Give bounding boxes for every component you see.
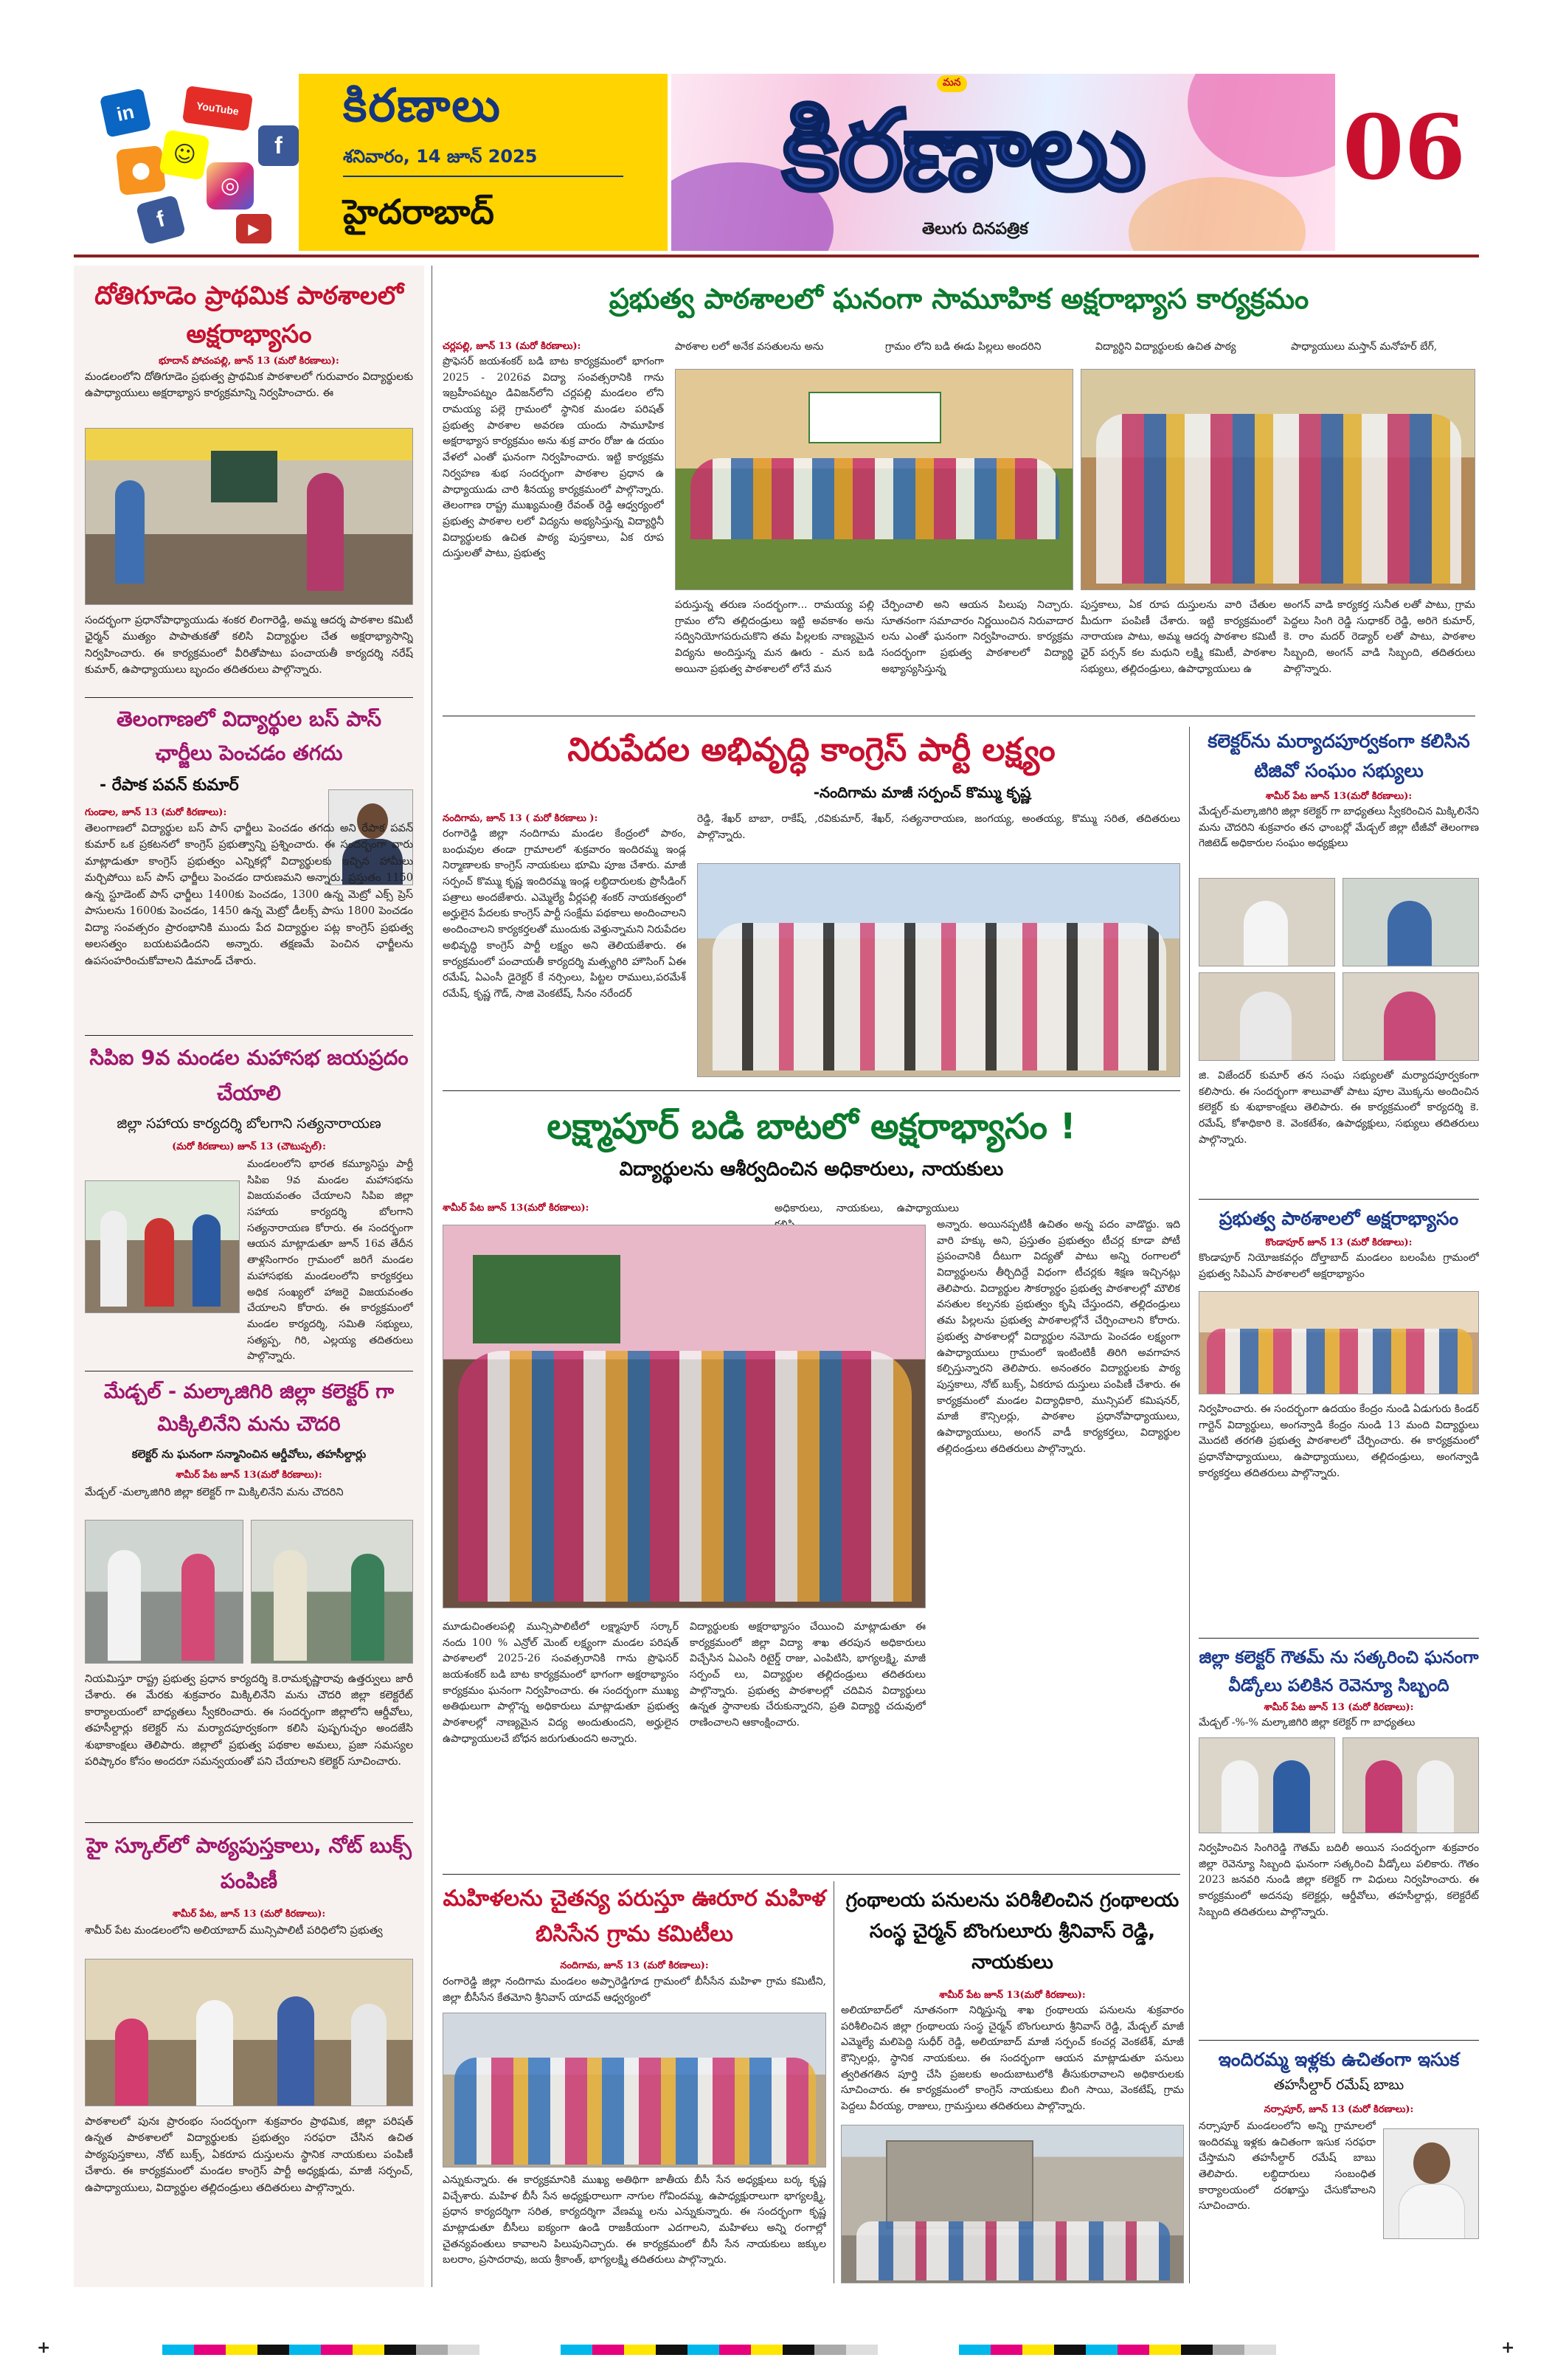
top-story-col2-top: పాఠశాల లలో అనేక వసతులను అను (675, 341, 824, 353)
page-number: 06 (1343, 96, 1466, 200)
social-media-collage (74, 81, 299, 243)
lakshmapur-dateline (443, 1201, 775, 1216)
lakshmapur-bottom-left: మూడుచింతలపల్లి మున్సిపాలిటీలో లక్ష్మాపూర్ సర్కార్ నందు 100 % ఎన్రోల్ మెంట్ లక్ష్యంగా మండల పరిషత్ పాఠశాలలో 2025-26 సంవత్సరానికి గాను ప్రొఫెసర్ జయశంకర్ బడి బాట కార్యక్రమంలో భాగంగా అక్షరాభ్యాసం కార్యక్రమం ఘనంగా నిర్వహించారు. ఈ సందర్భంగా ముఖ్య అతిథులుగా పాల్గొన్న అధికారులు మాట్లాడుతూ ప్రభుత్వ పాఠశాలల్లో నాణ్యమైన విద్య అందుతుందని, అర్హులైన ఉపాధ్యాయులచే బోధన జరుగుతుందని అన్నారు. (443, 1621, 679, 1745)
women-photo-crowd (454, 2058, 816, 2165)
linkedin-icon: in (100, 88, 151, 137)
a3-dateline (85, 1140, 413, 1155)
logo-block (671, 74, 1335, 251)
a1-photo-figure-2 (307, 473, 344, 591)
r3-dateline-text: శామీర్ పేట జూన్ 13 (మరో కిరణాలు): (1264, 1702, 1414, 1713)
lakshmapur-bottom-mid: విద్యార్థులకు అక్షరాభ్యాసం చేయించి మాట్లాడుతూ ఈ కార్యక్రమంలో జిల్లా విద్యా శాఖ తరపున అధికారులు విచ్చేసిన ఏఎంసి రిటైర్డ్ రాజు, ఎంపిటిసి, భాగ్యలక్ష్మి, మాజీ సర్పంచ్ లు, విద్యార్థుల తల్లిదండ్రులు తదితరులు పాల్గొన్నారు. ప్రభుత్వ పాఠశాలల్లో చదివిన విద్యార్థులు ఉన్నత స్థానాలకు చేరుకున్నారని, ప్రతి విద్యార్థి చదువులో రాణించాలని ఆకాంక్షించారు. (690, 1621, 926, 1729)
a5-photo (85, 1959, 413, 2106)
r2-dateline-text: కొండాపూర్ జూన్ 13 (మరో కిరణాలు): (1265, 1237, 1413, 1248)
print-registration-bar (0, 2339, 1552, 2361)
congress-headline: నిరుపేదల అభివృద్ధి కాంగ్రెస్ పార్టీ లక్ష్యం (567, 731, 1056, 769)
a5-headline: హై స్కూల్‌లో పాఠ్యపుస్తకాలు, నోట్ బుక్స్ పంపిణీ (86, 1833, 412, 1893)
decor-swirl-2 (1188, 74, 1335, 177)
top-story-under-col5: అంగన్ వాడి కార్యకర్త సునీత లతో పాటు, గ్రామ పెద్దలు సింగి రెడ్డి సుధాకర్ రెడ్డి, అరిగె కుమార్, కె. రాం మదర్ రెడ్యార్ లతో పాటు, పాఠశాల సిబ్బంది, అంగన్ వాడి సిబ్బంది, తదితరులు పాల్గొన్నారు. (1283, 599, 1475, 675)
top-story-col3-top: గ్రామం లోని బడి ఈడు పిల్లలు అందరిని (885, 341, 1042, 353)
a1-photo (85, 428, 413, 605)
r3-rule (1199, 2040, 1479, 2041)
r3-photo-2-figure-2 (1417, 1760, 1454, 1833)
r4-body: నర్సాపూర్ మండలంలోని అన్ని గ్రామాలలో ఇందిరమ్మ ఇళ్లకు ఉచితంగా ఇసుక సరఫరా చేస్తామని తహసీల్దార్ రమేష్ బాబు తెలిపారు. లబ్ధిదారులు సంబంధిత కార్యాలయంలో దరఖాస్తు చేసుకోవాలని సూచించారు. (1199, 2120, 1376, 2213)
r2-photo (1199, 1291, 1479, 1394)
top-story-under-col4: పుస్తకాలు, ఏక రూప దుస్తులను వారి చేతుల మీదుగా పంపిణీ చేశారు. ఇట్టి కార్యక్రమంలో నారాయణ పాటు, అమ్మ ఆదర్శ పాఠశాల కమిటీ ఛైర్ పర్సన్ కల మధుని లక్ష్మి కమిటీ, పాఠశాల సభ్యులు, తల్లిదండ్రులు, ఉపాధ్యాయులు ఉ (1081, 599, 1276, 675)
a2-body: తెలంగాణలో విద్యార్థుల బస్ పాస్ ఛార్జీలు పెంచడం తగదు అని రేపాక పవన్ కుమార్ ఒక ప్రకటనలో కాంగ్రెస్ ప్రభుత్వాన్ని ప్రశ్నించారు. ఈ సందర్భంగా వారు మాట్లాడుతూ కాంగ్రెస్ ప్రభుత్వం ఎన్నికల్లో విద్యార్థులకు ఇచ్చిన హామీలు మర్చిపోయి బస్ పాస్ ఛార్జీలు పెంచడం దారుణమని అన్నారు. ప్రస్తుతం 1150 ఉన్న స్టూడెంట్ పాస్ ఛార్జీలు 1400కు పెంచడం, 1300 ఉన్న మెట్రో ఎక్స్ ప్రెస్ పాసులను 1600కు పెంచడం, 1450 ఉన్న మెట్రో డీలక్స్ పాసు 1800 పెంచడం విద్యా సంవత్సరం ప్రారంభానికి ముందు పేద విద్యార్థుల పట్ల కాంగ్రెస్ ప్రభుత్వ అలసత్వం బయటపడిందని అన్నారు. తక్షణమే పెంచిన ఛార్జీలను ఉపసంహరించుకోవాలని డిమాండ్ చేశారు. (85, 823, 413, 967)
a4-dateline (85, 1468, 413, 1483)
r1-photo-1 (1199, 878, 1335, 966)
a4-photo-right-figure-2 (351, 1554, 384, 1661)
r3-photo-1-figure-2 (1273, 1760, 1310, 1833)
women-headline: మహిళలను చైతన్య పరుస్తూ ఊరూర మహిళ బిసిసేన గ్రామ కమిటీలు (443, 1886, 826, 1947)
crosshair-right: + (1501, 2339, 1515, 2357)
congress-rule (443, 1090, 1180, 1091)
top-story-dateline (443, 339, 664, 354)
a4-photo-left (85, 1520, 243, 1664)
r4-byline: తహసీల్దార్ రమేష్ బాబు (1273, 2077, 1404, 2093)
a2-rule (85, 1035, 413, 1036)
a3-photo-figure-2 (145, 1218, 174, 1307)
lakshmapur-lead: అధికారులు, నాయకులు, ఉపాధ్యాయులు (775, 1203, 959, 1214)
date-underline (343, 176, 623, 177)
a1-photo-figure (115, 480, 145, 584)
lakshmapur-dateline-text: శామీర్ పేట జూన్ 13(మరో కిరణాలు): (443, 1203, 589, 1214)
a5-dateline-text: శామీర్ పేట, జూన్ 13 (మరో కిరణాలు): (172, 1909, 326, 1920)
r3-photo-1 (1199, 1737, 1335, 1833)
top-story-col5-top: పాధ్యాయులు మస్తాన్ మనోహర్ బేగ్, (1291, 341, 1438, 353)
r1-photo-3-figure (1240, 992, 1292, 1061)
a2-byline: - రేపాక పవన్ కుమార్ (100, 776, 239, 795)
top-story-dateline-text: చర్లపల్లి, జూన్ 13 (మరో కిరణాలు): (443, 341, 581, 352)
a3-body: మండలంలోని భారత కమ్యూనిస్టు పార్టీ సిపిఐ 9వ మండల మహాసభను విజయవంతం చేయాలని సిపిఐ జిల్లా సహాయ కార్యదర్శి బోలగాని సత్యనారాయణ కోరారు. ఈ సందర్భంగా ఆయన మాట్లాడుతూ జూన్ 16వ తేదీన తాళ్లసింగారం గ్రామంలో జరిగే మండల మహాసభకు మండలంలోని కార్యకర్తలు అధిక సంఖ్యలో హాజరై విజయవంతం చేయాలని కోరారు. ఈ కార్యక్రమంలో మండల కార్యదర్శి, సమితి సభ్యులు, సత్యప్ప, గిరి, ఎల్లయ్య తదితరులు పాల్గొన్నారు. (247, 1158, 413, 1363)
a3-photo-figure-3 (193, 1214, 221, 1307)
library-photo-building (886, 2140, 1033, 2229)
women-body: ఎన్నుకున్నారు. ఈ కార్యక్రమానికి ముఖ్య అతిథిగా జాతీయ బీసీ సేన అధ్యక్షులు బర్క కృష్ణ విచ్చేశారు. మహిళ బీసీ సేన అధ్యక్షురాలుగా నాగుల గోవిందమ్మ, ఉపాధ్యక్షురాలుగా భాగ్యలక్ష్మి, ప్రధాన కార్యదర్శిగా సరిత, కార్యదర్శిగా వేణమ్మ లను ఎన్నుకున్నారు. ఈ సందర్భంగా కృష్ణ మాట్లాడుతూ బీసీలు ఐక్యంగా ఉండి రాజకీయంగా ఎదగాలని, మహిళలు అన్ని రంగాల్లో చైతన్యవంతులు కావాలని పిలుపునిచ్చారు. ఈ కార్యక్రమంలో బీసీ సేన నాయకులు జక్కుల బలరాం, ప్రసాదరావు, జయ శ్రీకాంత్, భాగ్యలక్ష్మి తదితరులు పాల్గొన్నారు. (443, 2174, 826, 2266)
r3-dateline (1199, 1701, 1479, 1715)
rss-icon: ● (116, 145, 166, 196)
r1-rule (1199, 1199, 1479, 1200)
a4-body: నియమిస్తూ రాష్ట్ర ప్రభుత్వ ప్రధాన కార్యదర్శి కె.రామకృష్ణారావు ఉత్తర్వులు జారీ చేశారు. ఈ మేరకు శుక్రవారం మిక్కిలినేని మను చౌదరి జిల్లా కలెక్టరేట్ కార్యాలయంలో బాధ్యతలు స్వీకరించారు. ఈ సందర్భంగా జిల్లాలోని ఆర్డీవోలు, తహసీల్దార్లు కలెక్టర్ ను మర్యాదపూర్వకంగా కలిసి పుష్పగుచ్ఛం అందజేసి శుభాకాంక్షలు తెలిపారు. జిల్లాలో ప్రభుత్వ పథకాల అమలు, ప్రజా సమస్యల పరిష్కారం కోసం అందరూ సమన్వయంతో పని చేయాలని కలెక్టర్ సూచించారు. (85, 1673, 413, 1768)
congress-dateline-text: నందిగామ, జూన్ 13 ( మరో కిరణాలు ): (443, 813, 598, 824)
a5-dateline (85, 1907, 413, 1922)
r4-dateline (1199, 2103, 1479, 2117)
small-logo: కిరణాలు (343, 78, 502, 132)
color-strip-2 (561, 2345, 878, 2355)
a5-photo-figure (115, 2018, 148, 2106)
lakshmapur-photo-board (473, 1255, 620, 1343)
r4-portrait-head (1413, 2142, 1450, 2184)
a3-photo (85, 1180, 240, 1313)
r3-photo-2-figure (1365, 1760, 1402, 1833)
lakshmapur-photo (443, 1225, 926, 1608)
library-body: అలియాబాద్‌లో నూతనంగా నిర్మిస్తున్న శాఖ గ్రంథాలయ పనులను శుక్రవారం పరిశీలించిన జిల్లా గ్రంథాలయ సంస్థ చైర్మన్ బొంగులూరు శ్రీనివాస్ రెడ్డి, మేడ్చల్ మాజీ ఎమ్మెల్యే మలిపెద్ది సుధీర్ రెడ్డి, అలియాబాద్ మాజీ సర్పంచ్ కంచర్ల వెంకటేశ్, మాజీ కౌన్సిలర్లు, స్థానిక నాయకులు. ఈ సందర్భంగా ఆయన మాట్లాడుతూ పనులు త్వరితగతిన పూర్తి చేసి ప్రజలకు అందుబాటులోకి తీసుకురావాలని అధికారులకు సూచించారు. ఈ కార్యక్రమంలో కాంగ్రెస్ నాయకులు బింగి సాయి, వెంకటేష్, గ్రామ పెద్దలు వీరయ్య, రాజులు, గ్రామస్తులు తదితరులు పాల్గొన్నారు. (841, 2004, 1184, 2113)
lakshmapur-headline: లక్ష్మాపూర్ బడి బాటలో అక్షరాభ్యాసం ! (547, 1106, 1076, 1147)
congress-photo-crowd (713, 923, 1166, 1070)
top-photo1-crowd (690, 458, 1059, 539)
r2-lead: కొండాపూర్ నియోజకవర్గం దోల్తాబాద్ మండలం బలంపేట గ్రామంలో ప్రభుత్వ సిపిఎస్ పాఠశాలలో అక్షరాభ్యాసం (1199, 1252, 1479, 1280)
top-photo1-banner (808, 392, 941, 443)
a4-dateline-text: శామీర్ పేట జూన్ 13(మరో కిరణాలు): (176, 1470, 322, 1481)
a4-headline: మేడ్చల్ - మల్కాజిగిరి జిల్లా కలెక్టర్ గా మిక్కిలినేని మను చౌదరి (103, 1380, 395, 1436)
issue-date: శనివారం, 14 జూన్ 2025 (343, 146, 538, 167)
a5-photo-figure-3 (277, 1996, 314, 2106)
r1-photo-4 (1343, 972, 1479, 1061)
a4-photo-right (251, 1520, 413, 1664)
top-story-under-col2: పరుస్తున్న తరుణ సందర్భంగా... రామయ్య పల్లి గ్రామం లోని తల్లిదండ్రులు ఇట్టి అవకాశం అను సద్వినియోగపరుచుకొని తమ పిల్లలకు నాణ్యమైన విద్యను అందిస్తున్న మన ఊరు - మన బడి అయినా ప్రభుత్వ పాఠశాలలో లోనే మన (675, 599, 874, 675)
r3-headline: జిల్లా కలెక్టర్ గౌతమ్ ను సత్కరించి ఘనంగా వీడ్కోలు పలికిన రెవెన్యూ సిబ్బంది (1199, 1648, 1479, 1695)
a3-photo-figure (100, 1211, 127, 1307)
lakshmapur-right: అన్నారు. అయినప్పటికీ ఉచితం అన్న పదం వాడొద్దు. ఇది వారి హక్కు అని, ప్రస్తుతం ప్రభుత్వం టీచర్ల కూడా పోటీ ప్రపంచానికి దీటుగా విద్యతో పాటు అన్ని రంగాలలో విద్యార్థులను తీర్చిదిద్దే విధంగా టీచర్లకు శిక్షణ ఇచ్చినట్లు తెలిపారు. విద్యార్థుల సౌకర్యార్థం ప్రభుత్వ పాఠశాలల్లో మౌలిక వసతుల కల్పనకు ప్రభుత్వం కృషి చేస్తుందని, తల్లిదండ్రులు తమ పిల్లలను ప్రభుత్వ పాఠశాలల్లోనే చేర్పించాలని కోరారు. ప్రభుత్వ పాఠశాలల్లో విద్యార్థుల నమోదు పెంచడం లక్ష్యంగా ఉపాధ్యాయులు గ్రామంలో ఇంటింటికీ తిరిగి అవగాహన కల్పిస్తున్నారని తెలిపారు. అనంతరం విద్యార్థులకు పాఠ్య పుస్తకాలు, నోట్ బుక్స్, ఏకరూప దుస్తులు పంపిణీ చేశారు. ఈ కార్యక్రమంలో మండల విద్యాధికారి, మున్సిపల్ కమిషనర్, మాజీ కౌన్సిలర్లు, పాఠశాల ప్రధానోపాధ్యాయులు, ఉపాధ్యాయులు, అంగన్ వాడీ కార్యకర్తలు, విద్యార్థుల తల్లిదండ్రులు తదితరులు పాల్గొన్నారు. (937, 1219, 1180, 1455)
r3-photo-1-figure (1222, 1760, 1258, 1833)
r1-body: జి. విజేందర్ కుమార్ తన సంఘ సభ్యులతో మర్యాదపూర్వకంగా కలిసారు. ఈ సందర్భంగా శాలువాతో పాటు పూల మొక్కను అందించిన కలెక్టర్ కు శుభాకాంక్షలు తెలిపారు. ఈ కార్యక్రమంలో కార్యదర్శి కె. రమేష్, కోశాధికారి కె. వెంకటేశం, ఉపాధ్యక్షులు, సభ్యులు తదితరులు పాల్గొన్నారు. (1199, 1070, 1479, 1146)
a1-photo-board (211, 451, 277, 502)
color-strip-3 (959, 2345, 1276, 2355)
a4-photo-right-figure (274, 1550, 307, 1661)
a1-dateline (85, 354, 413, 369)
snapchat-icon: ☺ (159, 129, 210, 181)
women-photo (443, 2013, 826, 2168)
r3-lead: మేడ్చల్ -%-% మల్కాజిగిరి జిల్లా కలెక్టర్ గా బాధ్యతలు (1199, 1717, 1416, 1729)
r3-photo-2 (1343, 1737, 1479, 1833)
r2-rule (1199, 1638, 1479, 1639)
facebook-icon-2: f (136, 195, 187, 246)
a4-rule (85, 1822, 413, 1823)
a3-headline: సిపిఐ 9వ మండల మహాసభ జయప్రదం చేయాలి (89, 1045, 409, 1105)
library-photo (841, 2125, 1184, 2283)
a5-photo-figure-2 (196, 2000, 233, 2106)
lakshmapur-subhead: విద్యార్థులను ఆశీర్వదించిన అధికారులు, నాయకులు (619, 1158, 1004, 1180)
congress-body: రంగారెడ్డి జిల్లా నందిగామ మండల కేంద్రంలో పాఠం, బంధువుల తండా గ్రామాలలో శుక్రవారం ఇందిరమ్మ ఇండ్ల నిర్మాణాలకు కాంగ్రెస్ నాయకులు భూమి పూజ చేశారు. మాజీ సర్పంచ్ కొమ్ము కృష్ణ ఇందిరమ్మ ఇండ్ల లబ్ధిదారులకు ప్రొసీడింగ్ పత్రాలు అందజేశారు. ఎమ్మెల్యే వీర్లపల్లి శంకర్ నాయకత్వంలో అర్హులైన పేదలకు కాంగ్రెస్ పార్టీ సంక్షేమ పథకాలు అందించాలని అందించాలని కార్యకర్తలతో ముందుకు వెళ్తున్నామని నిరుపేదల అభివృద్ధి కాంగ్రెస్ పార్టీ లక్ష్యం అని తెలియజేశారు. ఈ కార్యక్రమంలో పంచాయతీ కార్యదర్శి మత్స్యగిరి హౌసింగ్ ఏఈ రమేష్, ఏఎంసీ డైరెక్టర్ కే నర్సింలు, పిట్టల రాములు,పరమేశ్ రమేష్, కృష్ణ గౌడ్, సాజి వెంకటేష్, సీనం నరేందర్ (443, 828, 686, 1000)
congress-byline: -నందిగామ మాజీ సర్పంచ్ కొమ్ము కృష్ణ (813, 783, 1031, 801)
a1-body: సందర్భంగా ప్రధానోపాధ్యాయుడు శంకర లింగారెడ్డి, అమ్మ ఆదర్శ పాఠశాల కమిటీ ఛైర్మన్ ముత్యం పాపాతుకతో కలిసి విద్యార్థుల చేత అక్షరాభ్యాసాన్ని నిర్వహించారు. ఈ కార్యక్రమంలో వీరితోపాటు పంచాయతీ కార్యదర్శి నరేష్ కుమార్, ఉపాధ్యాయులు బృందం తదితరులు పాల్గొన్నారు. (85, 615, 413, 677)
a4-subhead: కలెక్టర్ ను ఘనంగా సన్మానించిన ఆర్డీవోలు, తహసీల్దార్లు (131, 1447, 367, 1461)
a1-lead: మండలంలోని దోతిగూడెం ప్రభుత్వ ప్రాథమిక పాఠశాలలో గురువారం విద్యార్థులకు ఉపాధ్యాయులు అక్షరాభ్యాస కార్యక్రమాన్ని నిర్వహించారు. ఈ (85, 371, 413, 400)
library-photo-crowd (856, 2221, 1170, 2280)
r4-dateline-text: నర్సాపూర్, జూన్ 13 (మరో కిరణాలు): (1264, 2104, 1414, 2115)
city-name: హైదరాబాద్ (343, 192, 494, 232)
crosshair-left: + (37, 2339, 51, 2357)
a3-byline: జిల్లా సహాయ కార్యదర్శి బోలగాని సత్యనారాయణ (117, 1115, 381, 1132)
logo-badge: మన (937, 75, 967, 92)
r1-lead: మేడ్చల్-మల్కాజిగిరి జిల్లా కలెక్టర్ గా బాధ్యతలు స్వీకరించిన మిక్కిలినేని మను చౌదరిని శుక్రవారం తన ఛాంబర్లో మేడ్చల్ జిల్లా టీజీవో తెలంగాణ గెజిటెడ్ అధికారుల సంఘం అధ్యక్షులు (1199, 806, 1479, 850)
a5-body: పాఠశాలలో పునః ప్రారంభం సందర్భంగా శుక్రవారం ప్రాథమిక, జిల్లా పరిషత్ ఉన్నత పాఠశాలలో విద్యార్థులకు ప్రభుత్వం సరఫరా చేసిన ఉచిత పాఠ్యపుస్తకాలు, నోట్ బుక్స్, ఏకరూప దుస్తులను స్థానిక నాయకులు పంపిణీ చేశారు. ఈ కార్యక్రమంలో మండల కాంగ్రెస్ పార్టీ అధ్యక్షుడు, మాజీ సర్పంచ్, ఉపాధ్యాయులు, విద్యార్థుల తల్లిదండ్రులు తదితరులు పాల్గొన్నారు. (85, 2116, 413, 2194)
top-story-headline: ప్రభుత్వ పాఠశాలలో ఘనంగా సామూహిక అక్షరాభ్యాస కార్యక్రమం (609, 283, 1309, 315)
library-dateline-text: శామీర్ పేట జూన్ 13(మరో కిరణాలు): (939, 1990, 1086, 2001)
r4-headline: ఇందిరమ్మ ఇళ్లకు ఉచితంగా ఇసుక (1218, 2049, 1460, 2070)
a3-dateline-text: (మరో కిరణాలు) జూన్ 13 (చౌటుప్పల్): (172, 1141, 326, 1152)
congress-dateline (443, 812, 686, 826)
r1-photo-4-figure (1384, 992, 1435, 1061)
a4-photo-left-figure (108, 1550, 141, 1661)
library-headline: గ్రంథాలయ పనులను పరిశీలించిన గ్రంథాలయ సంస్థ చైర్మన్ బొంగులూరు శ్రీనివాస్ రెడ్డి, నాయకులు (845, 1889, 1179, 1973)
r4-portrait-body (1399, 2184, 1465, 2239)
instagram-icon: ◎ (207, 162, 254, 210)
decor-swirl-3 (1129, 177, 1306, 251)
facebook-icon: f (258, 125, 299, 166)
r1-photo-1-figure (1244, 901, 1288, 966)
a2-dateline (85, 806, 325, 820)
top-story-col4-top: విద్యార్థిని విద్యార్థులకు ఉచిత పాఠ్య (1095, 341, 1236, 353)
lakshmapur-rule (443, 1874, 1180, 1875)
top-story-photo-2 (1081, 369, 1475, 590)
lakshmapur-photo-crowd (458, 1351, 912, 1602)
women-dateline-text: నందిగామ, జూన్ 13 (మరో కిరణాలు): (560, 1960, 709, 1971)
tagline: తెలుగు దినపత్రిక (922, 220, 1028, 238)
right-col-divider (1189, 727, 1190, 2283)
women-lead: రంగారెడ్డి జిల్లా నందిగామ మండలం అప్పారెడ్డిగూడ గ్రామంలో బీసీసేన మహిళా గ్రామ కమిటీని, జిల్లా బీసీసేన కేతమోని శ్రీనివాస్ యాదవ్ ఆధ్వర్యంలో (443, 1976, 826, 2004)
a5-lead: శామీర్ పేట మండలంలోని అలియాబాద్ మున్సిపాలిటీ పరిధిలోని ప్రభుత్వ (85, 1925, 383, 1937)
main-logo: కిరణాలు (782, 87, 1146, 215)
r2-dateline (1199, 1236, 1479, 1250)
r2-headline: ప్రభుత్వ పాఠశాలలో అక్షరాభ్యాసం (1219, 1208, 1459, 1229)
congress-photo (697, 863, 1180, 1077)
a1-dateline-text: భూదాన్ పోచంపల్లి, జూన్ 13 (మరో కిరణాలు): (159, 356, 339, 367)
a4-photo-left-figure-2 (181, 1554, 215, 1661)
r1-photo-2-figure (1388, 901, 1432, 966)
r1-headline: కలెక్టర్‌ను మర్యాదపూర్వకంగా కలిసిన టిజివో సంఘం సభ్యులు (1208, 730, 1470, 781)
r1-photo-3 (1199, 972, 1335, 1061)
youtube-icon: YouTube (182, 86, 253, 131)
a2-headline: తెలంగాణలో విద్యార్థుల బస్ పాస్ ఛార్జీలు పెంచడం తగదు (116, 707, 382, 765)
a5-photo-figure-4 (351, 2004, 387, 2106)
top-story-under-col3: చేర్పించాలి అని ఆయన పిలుపు నిచ్చారు. సూతనంగా సమాచారం నిర్ణయించిన నిరువాదార లను ఎంతో ఘనంగా నిర్వహించారు. కార్యక్రమ సందర్భంగా ప్రభుత్వ పాఠశాలలో విద్యార్థి అభ్యాస్యసిస్తున్న (881, 599, 1073, 675)
r4-portrait (1383, 2128, 1479, 2239)
a1-rule (85, 697, 413, 698)
top-story-photo-1 (675, 369, 1073, 590)
a4-lead: మేడ్చల్ -మల్కాజిగిరి జిల్లా కలెక్టర్ గా మిక్కిలినేని మను చౌదరిని (85, 1487, 344, 1498)
congress-body2: రెడ్డి, శేఖర్ బాబా, రాకేష్, ,రవికుమార్, శేఖర్, సత్యనారాయణ, జంగయ్య, అంతయ్య, కొమ్ము సరిత, తదితరులు పాల్గొన్నారు. (697, 813, 1180, 841)
top-story-col1: ప్రొఫెసర్ జయశంకర్ బడి బాట కార్యక్రమంలో భాగంగా 2025 - 2026వ విద్యా సంవత్సరానికి గాను ఇబ్రహీంపట్నం డివిజన్‌లోని చర్లపల్లి మండలం లోని రామయ్య పల్లె గ్రామంలో స్థానిక మండల పరిషత్ ప్రభుత్వ పాఠశాల అవరణ యందు సామూహిక అక్షరాభ్యాస కార్యక్రమం అను శుక్ర వారం రోజు ఉ దయం వేళలో ఎంతో ఘనంగా నిర్వహించారు. ఇట్టి కార్యక్రమ నిర్వహణ శుభ సందర్భంగా పాఠశాల ప్రధాన ఉ పాధ్యాయుడు చారి శీనయ్య కార్యక్రమంలో పాల్గొన్నారు. తెలంగాణ రాష్ట్ర ముఖ్యమంత్రి రేవంత్ రెడ్డి ఆధ్వర్యంలో ప్రభుత్వ పాఠశాల లలో విద్యను అభ్యసిస్తున్న విద్యార్థినీ విద్యార్థులకు ఉచిత పాఠ్య పుస్తకాలు, ఏక రూప దుస్తులతో పాటు, ప్రభుత్వ (443, 356, 664, 560)
r1-dateline-text: శామీర్ పేట జూన్ 13(మరో కిరణాలు): (1265, 791, 1413, 802)
r1-dateline (1199, 789, 1479, 804)
women-dateline (443, 1959, 826, 1973)
a1-headline: దోతిగూడెం ప్రాథమిక పాఠశాలలో అక్షరాభ్యాసం (94, 281, 403, 349)
masthead (74, 74, 1479, 251)
top-photo2-crowd (1096, 414, 1461, 584)
color-strip-1 (162, 2345, 479, 2355)
library-dateline (841, 1988, 1184, 2003)
r2-photo-crowd (1207, 1329, 1472, 1394)
masthead-rule (74, 255, 1479, 257)
r1-photo-2 (1343, 878, 1479, 966)
play-icon: ▶ (236, 214, 271, 243)
r2-body: నిర్వహించారు. ఈ సందర్భంగా ఉదయం కేంద్రం నుండి ఏడుగురు కిండర్ గార్టెన్ విద్యార్థులు, అంగన్వాడి కేంద్రం నుండి 13 మంది విద్యార్థులు మొదటి తరగతి ప్రభుత్వ పాఠశాలలో చేర్పించారు. ఈ కార్యక్రమంలో ప్రధానోపాధ్యాయులు, ఉపాధ్యాయులు, తల్లిదండ్రులు, అంగన్వాడి కార్యకర్తలు తదితరులు పాల్గొన్నారు. (1199, 1403, 1479, 1479)
a2-dateline-text: గుండాల, జూన్ 13 (మరో కిరణాలు): (85, 807, 227, 818)
r3-body: నిర్వహించిన సింగిరెడ్డి గౌతమ్ బదిలీ అయిన సందర్భంగా శుక్రవారం జిల్లా రెవెన్యూ సిబ్బంది ఘనంగా సత్కరించి వీడ్కోలు పలికారు. గౌతం 2023 జనవరి నుండి జిల్లా కలెక్టర్ గా విధులు నిర్వహించారు. ఈ కార్యక్రమంలో అదనపు కలెక్టర్లు, ఆర్డీవోలు, తహసీల్దార్లు, కలెక్టరేట్ సిబ్బంది తదితరులు పాల్గొన్నారు. (1199, 1842, 1479, 1918)
date-block (299, 74, 668, 251)
